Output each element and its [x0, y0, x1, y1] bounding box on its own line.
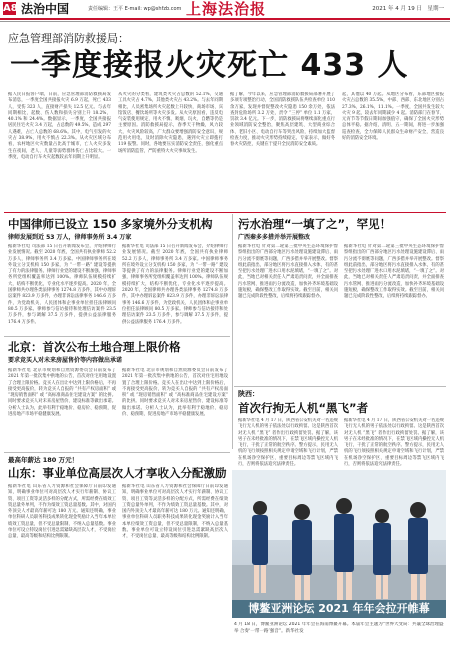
beijing-body-col1: 据新华社电 北京市规划和自然资源委员会日前发布了 2021 年第一批次集中供地的公告，首次对住宅用地设置了合理上限价格。竞买人在出让中达到上限价格后，不再接受更高报价，转为竞买人自报的 “共有产权房面积” 或 “现房销售面积” 或 “高标准商品住宅建设方案” 的比拼。同时要求竞买人对未来房屋售价、建设标准等做出承诺。分析人士认为，此举有利于稳地价、稳房价、稳预期，促进房地产市场平稳健康发展。 — [8, 368, 116, 418]
photo-caption: 博鳌亚洲论坛 2021 年年会拉开帷幕 — [232, 600, 446, 618]
pollution-body-col1: 据新华社电 针对第二轮第三批中央生态环境保护督察组指出的广西部分地区污水处理设施建设滞后、雨污分流不彻底等问题，广西多措并举开展整改。督察组此前指出，部分地区将污水直接排入水体，有的甚至把污水处理厂进水口用水泥填堵，“一填了之”。对此，当地已对相关责任人严肃追责问责，并全面排查污水管网、推进雨污分流改造，加快补齐环境基础设施短板，确保整改工作取得实效。截至目前，相关问题已完成阶段性整改，后续将持续跟踪督办。 — [238, 244, 338, 300]
pollution-subhead: 广西秦多多措并举开展整改 — [238, 234, 311, 241]
section-divider — [234, 386, 446, 387]
shaanxi-body-col1: 据新华社电 4 月 17 日，陕西省公安机关对一名违规飞行无人机的男子依法处以行政拘留。这是陕西首次对无人机 “黑飞” 者作出行政拘留处罚。据了解，该男子在未经批准的情况下，在禁飞区域内操控无人机飞行，干扰了正常的航空秩序。警方提示，民用无人机的飞行须按照相关规定申请空域和飞行计划，严禁在机场净空保护区、重要目标周边等禁飞区域内飞行，否则将依法追究法律责任。 — [238, 418, 338, 468]
header-rule-thin — [0, 21, 450, 22]
news-photo — [232, 470, 446, 618]
page-number: A8 — [3, 3, 18, 14]
shaanxi-kicker: 陕西： — [238, 390, 259, 398]
beijing-headline: 北京：首次公布土地合理上限价格 — [8, 340, 181, 354]
law-body-col1: 据新华社电 司法部 15 日召开新闻发布会，介绍律师行业发展情况。截至 2020 年底，全国共有执业律师 52.2 万多人，律师事务所 3.4 万多家。中国律师事务所在境外设立分支机构 150 多家，为 “一带一路” 建设等提供了有力的法律服务。律师行业党的建设不断加强，律师事务所党组织覆盖率达到 100%。律师队伍规模持续扩大，结构不断优化，专业化水平逐步提高。2020 年，全国律师共办理各类法律事务 1274.8 万多件，其中办理诉讼案件 823.9 万多件，办理非诉讼法律事务 146.6 万多件，为党政机关、人民团体和企事业单位担任法律顾问 80.5 万多家。律师参与信访接待和处理信访案件 23.5 万多件，参与调解 37.5 万多件，提供公益法律服务 176.4 万多件。 — [8, 244, 116, 325]
column-divider — [232, 214, 233, 449]
section-divider — [4, 212, 446, 213]
issue-date: 2021 年 4 月 19 日 星期一 — [372, 6, 444, 12]
section-divider — [4, 336, 230, 337]
beijing-subhead: 要求竞买人对未来房屋售价等内容做出承诺 — [8, 357, 123, 364]
lead-column-3: 据了解，今年以来，应急管理部消防救援局部署开展了多项专项整治行动，全国消防救援队伍共检查单位 110 余万家，发现并督促整改火灾隐患 150 余万处，依法查封危险场所 3.2 万处，责令 “三停” 单位 1.1 万家，罚款 3.4 亿元。下一步，消防救援局将继续深化重点行业领域消防安全整治，聚焦高层建筑、大型商业综合体、老旧小区、电动自行车等突出风险，持续加大监督检查力度，推动火灾形势持续稳定。专家表示，做好冬春火灾防控，关键在于提升全民消防安全素质。 — [230, 92, 335, 148]
pollution-body-col2: 据新华社电 针对第二轮第三批中央生态环境保护督察组指出的广西部分地区污水处理设施建设滞后、雨污分流不彻底等问题，广西多措并举开展整改。督察组此前指出，部分地区将污水直接排入水体，有的甚至把污水处理厂进水口用水泥填堵，“一填了之”。对此，当地已对相关责任人严肃追责问责，并全面排查污水管网、推进雨污分流改造，加快补齐环境基础设施短板，确保整改工作取得实效。截至目前，相关问题已完成阶段性整改，后续将持续跟踪督办。 — [344, 244, 444, 300]
lead-column-4: 起，其他以 40 万起。从地区分布看，东部地区接报火灾占总数的 35.5%，中部、西部、东北地区分别占 27.3%、26.1%、11.1%。一季度，全国共发生较大火灾 9 起，较去年同期减少 4 起。消防部门在春节、元宵节等节假日期间加强值守，确保了全国火灾形势总体平稳。据介绍，清明、五一期间，将进一步加强巡查检查，全力保障人民群众生命财产安全，营造良好的消防安全环境。 — [342, 92, 444, 142]
newspaper-logo: 上海法治报 — [186, 0, 267, 18]
editor-credit: 责任编辑：王平 E-mail: wp@shfzb.com — [88, 6, 182, 12]
photo-note: 4 月 18 日，博鳌亚洲论坛 2021 年年会在海南博鳌开幕。本届年会主题为“世界大变局：共襄全球治理盛举 合奏‘一带一路’强音”。新华社发 — [234, 622, 444, 634]
lead-kicker: 应急管理部消防救援局： — [8, 32, 129, 45]
pollution-headline: 污水治理“一填了之”，罕见！ — [238, 217, 392, 231]
lead-headline: 一季度接报火灾死亡 433 人 — [10, 48, 409, 83]
section-title: 法治中国 — [21, 2, 70, 16]
shandong-headline: 山东：事业单位高层次人才享收入分配激励 — [8, 466, 227, 480]
shaanxi-headline: 首次行拘无人机“黑飞”者 — [238, 401, 369, 415]
lead-column-1: 据人民日报客户端，日前，应急管理部消防救援局发布消息，一季度全国共接报火灾 6.9 万起，死亡 433 人，受伤 323 人，直接财产损失 12.5 亿元。与去年同期相比，起数、伤人数和损失分别上升 18.2%、40.1% 和 24.4%。数据显示，一季度，全国共接报居民住宅火灾 3.4 万起，占总数的 49.5%，造成 297 人遇难，占亡人总数的 68.6%。其中，电气引发的火灾占 38.9%，用火不慎占 22.3%。从火灾区域分布看，农村地区火灾数量占比高于城市，亡人火灾多发生在夜间，老人、儿童等弱势群体伤亡占比较大。一季度，电动自行车火灾起数较去年同期上升明显。 — [8, 92, 111, 160]
law-body-col2: 据新华社电 司法部 15 日召开新闻发布会，介绍律师行业发展情况。截至 2020 年底，全国共有执业律师 52.2 万多人，律师事务所 3.4 万多家。中国律师事务所在境外设立分支机构 150 多家，为 “一带一路” 建设等提供了有力的法律服务。律师行业党的建设不断加强，律师事务所党组织覆盖率达到 100%。律师队伍规模持续扩大，结构不断优化，专业化水平逐步提高。2020 年，全国律师共办理各类法律事务 1274.8 万多件，其中办理诉讼案件 823.9 万多件，办理非诉讼法律事务 146.6 万多件，为党政机关、人民团体和企事业单位担任法律顾问 80.5 万多家。律师参与信访接待和处理信访案件 23.5 万多件，参与调解 37.5 万多件，提供公益法律服务 176.4 万多件。 — [122, 244, 228, 325]
header-rule — [0, 18, 450, 20]
photo-illustration — [232, 470, 446, 618]
section-divider — [4, 452, 230, 453]
shandong-body-col1: 据新华社电 山东省人力资源和社会保障厅日前印发通知，明确事业单位可对高层次人才实行年薪制、协议工资、项目工资等灵活多样的分配方式，所需经费在绩效工资总量外单列，不作为绩效工资总量基数。其中，对国内外顶尖人才最高年薪可达 180 万元。通知还明确，事业单位科研人员职务科技成果转化现金奖励计入当年本单位绩效工资总量，但不受总量限制，不纳入总量基数。事业单位可设立特设岗位引进急需紧缺高层次人才，不受岗位总量、最高等级和结构比例限制。 — [8, 484, 116, 540]
lead-column-2: 从火灾的分类看，建筑类火灾占总数的 52.1%，交通工具火灾占 4.7%，其他类火灾占 43.2%。与去年同期相比，人员密集场所火灾起数上升较快，商场市场、宾馆饭店、餐饮场所等火灾多发。从火灾原因看，违反电气安装使用规定、用火不慎、吸烟、玩火、自燃等仍是主要原因。消防救援局提示，春季天干物燥，风力较大，火灾风险较高，广大群众要增强消防安全意识，规范用火用电，及时消除火灾隐患，遇到火灾立即拨打 119 报警。同时，各地要压实消防安全责任，强化重点场所消防监管，严防重特大火灾事故发生。 — [118, 92, 223, 154]
beijing-body-col2: 据新华社电 北京市规划和自然资源委员会日前发布了 2021 年第一批次集中供地的公告，首次对住宅用地设置了合理上限价格。竞买人在出让中达到上限价格后，不再接受更高报价，转为竞买人自报的 “共有产权房面积” 或 “现房销售面积” 或 “高标准商品住宅建设方案” 的比拼。同时要求竞买人对未来房屋售价、建设标准等做出承诺。分析人士认为，此举有利于稳地价、稳房价、稳预期，促进房地产市场平稳健康发展。 — [122, 368, 228, 418]
shandong-body-col2: 据新华社电 山东省人力资源和社会保障厅日前印发通知，明确事业单位可对高层次人才实行年薪制、协议工资、项目工资等灵活多样的分配方式，所需经费在绩效工资总量外单列，不作为绩效工资总量基数。其中，对国内外顶尖人才最高年薪可达 180 万元。通知还明确，事业单位科研人员职务科技成果转化现金奖励计入当年本单位绩效工资总量，但不受总量限制，不纳入总量基数。事业单位可设立特设岗位引进急需紧缺高层次人才，不受岗位总量、最高等级和结构比例限制。 — [122, 484, 228, 540]
page-header — [0, 0, 450, 18]
law-headline: 中国律师已设立 150 多家境外分支机构 — [8, 217, 213, 231]
law-subhead: 律师发展到近 53 万人，律师事务所 3.4 万家 — [8, 234, 132, 241]
shandong-kicker: 最高年薪达 180 万元！ — [8, 456, 79, 464]
shaanxi-body-col2: 据新华社电 4 月 17 日，陕西省公安机关对一名违规飞行无人机的男子依法处以行政拘留。这是陕西首次对无人机 “黑飞” 者作出行政拘留处罚。据了解，该男子在未经批准的情况下，在禁飞区域内操控无人机飞行，干扰了正常的航空秩序。警方提示，民用无人机的飞行须按照相关规定申请空域和飞行计划，严禁在机场净空保护区、重要目标周边等禁飞区域内飞行，否则将依法追究法律责任。 — [344, 418, 444, 468]
